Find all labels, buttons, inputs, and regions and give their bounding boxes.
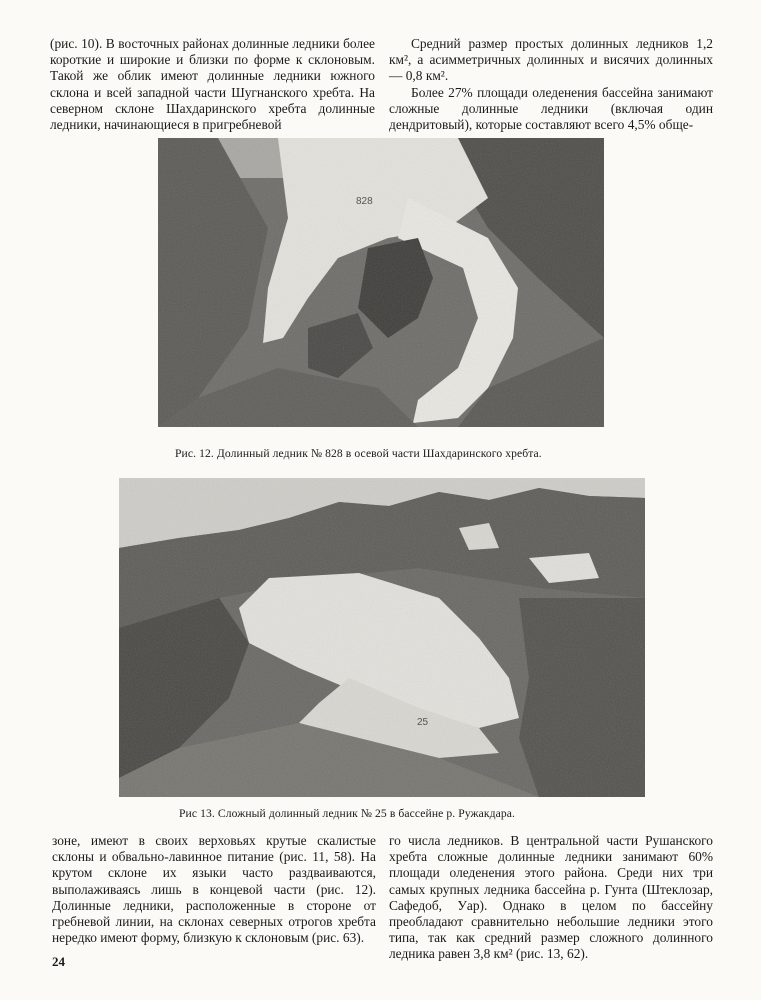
glacier-photo-25 [119, 478, 645, 797]
paragraph: Средний размер простых долинных ледников 1,2 км², а асимметричных долинных и висячих долинных — 0,8 км². [389, 36, 713, 84]
text-column-bottom-right [389, 833, 713, 963]
paragraph: Более 27% площади оледенения бассейна занимают сложные долинные ледники (включая один дендритовый), которые составляют всего 4,5% обще- [389, 84, 713, 133]
paragraph: го числа ледников. В центральной части Рушанского хребта сложные долинные ледники занимают 60% площади оледенения этого района. Среди них три самых крупных ледника бассейна р. Гунта (Штеклозар, Сафедоб, Уар). Однако в целом по бассейну преобладают сравнительно небольшие ледники этого типа, так как средний размер сложного долинного ледника равен 3,8 км² (рис. 13, 62). [389, 833, 713, 962]
text-column-bottom-left [52, 833, 376, 946]
glacier-number-label: 828 [356, 196, 373, 207]
paragraph: (рис. 10). В восточных районах долинные ледники более короткие и широкие и близки по форме к склоновым. Такой же облик имеют долинные ледники южного склона и всей западной части Шугнанского хребта. На северном склоне Шахдаринского хребта долинные ледники, начинающиеся в пригребневой [50, 36, 375, 133]
page-number: 24 [52, 954, 65, 969]
figure-12-caption: Рис. 12. Долинный ледник № 828 в осевой части Шахдаринского хребта. [175, 447, 542, 460]
text-column-top-right [389, 36, 713, 133]
paragraph: зоне, имеют в своих верховьях крутые скалистые склоны и обвально-лавинное питание (рис. 11, 58). На крутом склоне их языки часто раздваиваются, выполаживаясь лишь в концевой части (рис. 12). Долинные ледники, расположенные в стороне от гребневой линии, на склонах северных отрогов хребта нередко имеют форму, близкую к склоновым (рис. 63). [52, 833, 376, 946]
glacier-number-label: 25 [417, 717, 429, 728]
text-column-top-left [50, 36, 375, 133]
figure-13-caption: Рис 13. Сложный долинный ледник № 25 в бассейне р. Ружакдара. [179, 807, 516, 820]
glacier-photo-828 [158, 138, 604, 427]
